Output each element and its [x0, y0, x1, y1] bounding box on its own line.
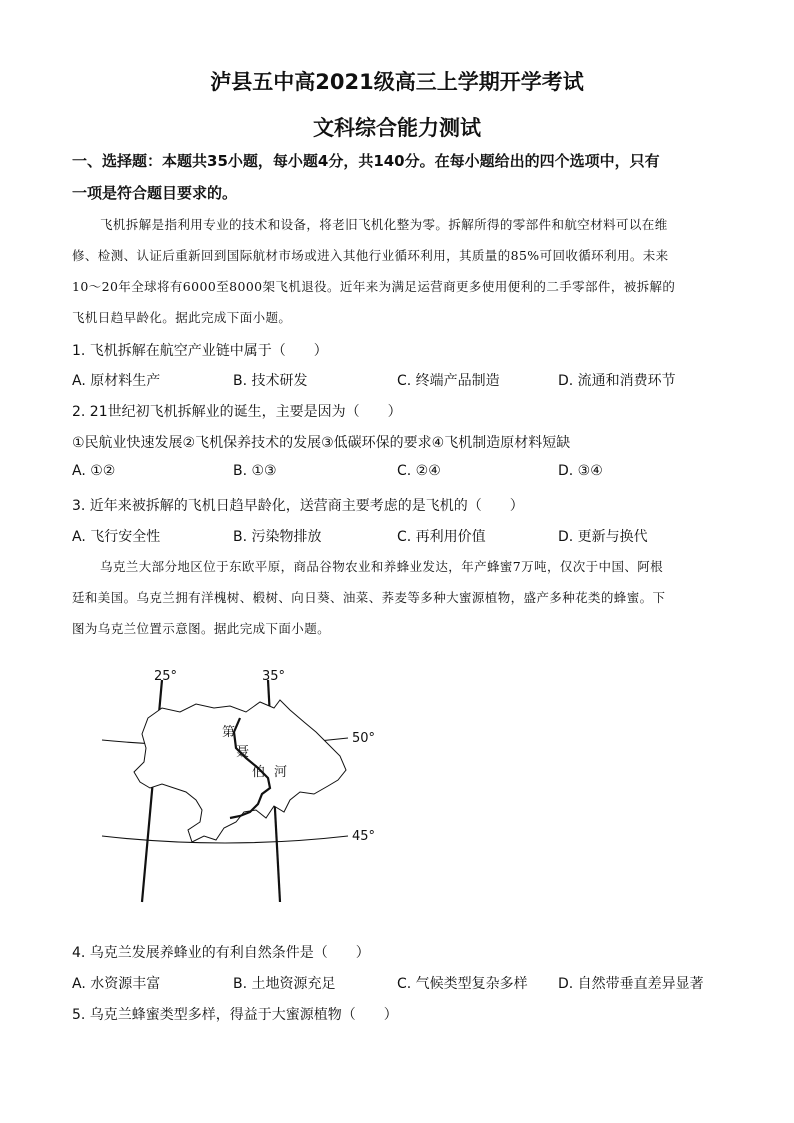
question-5-stem: 5. 乌克兰蜂蜜类型多样，得益于大蜜源植物（ ）	[72, 1007, 398, 1023]
question-4-option-a: A. 水资源丰富	[72, 976, 161, 992]
passage2-line: 廷和美国。乌克兰拥有洋槐树、椴树、向日葵、油菜、荞麦等多种大蜜源植物，盛产多种花类的蜂蜜。下	[72, 590, 666, 605]
question-4-stem: 4. 乌克兰发展养蜂业的有利自然条件是（ ）	[72, 945, 370, 961]
question-4-option-d: D. 自然带垂直差异显著	[558, 976, 704, 992]
question-2-stem: 2. 21世纪初飞机拆解业的诞生，主要是因为（ ）	[72, 404, 402, 420]
question-2-option-b: B. ①③	[233, 463, 277, 479]
question-1-option-b: B. 技术研发	[233, 373, 308, 389]
passage1-line: 10～20年全球将有6000至8000架飞机退役。近年来为满足运营商更多使用便利的二手零部件，被拆解的	[72, 279, 676, 294]
longitude-label-25: 25°	[154, 669, 178, 684]
question-2-option-c: C. ②④	[397, 463, 441, 479]
river-label-char: 第	[222, 725, 236, 740]
question-4-option-c: C. 气候类型复杂多样	[397, 976, 528, 992]
question-3-option-d: D. 更新与换代	[558, 529, 648, 545]
question-1-option-a: A. 原材料生产	[72, 373, 161, 389]
question-2-statements: ①民航业快速发展②飞机保养技术的发展③低碳环保的要求④飞机制造原材料短缺	[72, 435, 571, 451]
latitude-label-50: 50°	[352, 731, 376, 746]
question-3-option-a: A. 飞行安全性	[72, 529, 161, 545]
page-subtitle: 文科综合能力测试	[313, 116, 481, 140]
latitude-label-45: 45°	[352, 829, 376, 844]
page-title: 泸县五中高2021级高三上学期开学考试	[210, 70, 584, 94]
section-heading-line2: 一项是符合题目要求的。	[72, 184, 238, 202]
question-1-option-c: C. 终端产品制造	[397, 373, 500, 389]
section-heading-line1: 一、选择题：本题共35小题，每小题4分，共140分。在每小题给出的四个选项中，只有	[72, 152, 660, 170]
longitude-label-35: 35°	[262, 669, 286, 684]
question-4-option-b: B. 土地资源充足	[233, 976, 336, 992]
passage1-line: 飞机拆解是指利用专业的技术和设备，将老旧飞机化整为零。拆解所得的零部件和航空材料可以在维	[100, 217, 668, 232]
passage1-line: 飞机日趋早龄化。据此完成下面小题。	[72, 310, 292, 325]
question-3-stem: 3. 近年来被拆解的飞机日趋早龄化，送营商主要考虑的是飞机的（ ）	[72, 498, 524, 514]
passage2-line: 乌克兰大部分地区位于东欧平原，商品谷物农业和养蜂业发达，年产蜂蜜7万吨，仅次于中国、阿根	[100, 559, 664, 574]
latitude-45-line	[102, 836, 348, 843]
ukraine-location-map	[90, 660, 390, 905]
ukraine-outline	[134, 700, 346, 842]
river-label-char: 河	[274, 765, 288, 780]
question-2-option-d: D. ③④	[558, 463, 603, 479]
question-3-option-b: B. 污染物排放	[233, 529, 322, 545]
question-3-option-c: C. 再利用价值	[397, 529, 486, 545]
passage1-line: 修、检测、认证后重新回到国际航材市场或进入其他行业循环利用，其质量的85%可回收循环利用。未来	[72, 248, 669, 263]
passage2-line: 图为乌克兰位置示意图。据此完成下面小题。	[72, 621, 331, 636]
river-label-char: 伯	[252, 765, 266, 780]
question-2-option-a: A. ①②	[72, 463, 116, 479]
question-1-option-d: D. 流通和消费环节	[558, 373, 676, 389]
river-label-char: 聂	[236, 745, 250, 760]
question-1-stem: 1. 飞机拆解在航空产业链中属于（ ）	[72, 343, 328, 359]
